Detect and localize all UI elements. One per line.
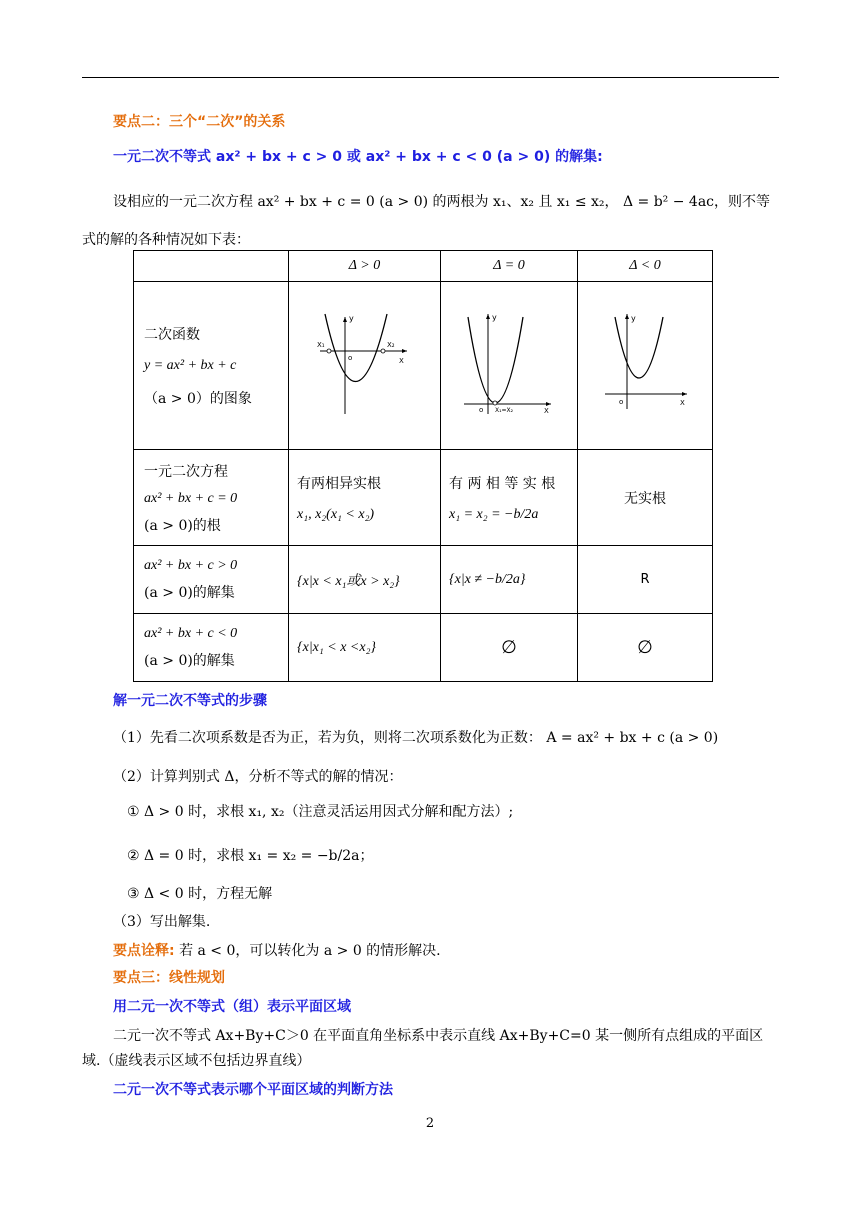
note-line (113, 940, 441, 960)
gt-solution-delta-negative: R (578, 546, 713, 614)
double-root-text: 有 两 相 等 实 根 (449, 475, 556, 492)
case-2: ② Δ = 0 时，求根 x₁ = x₂ = −b/2a； (127, 848, 374, 864)
lt-solution-delta-positive: {x|x₁ < x <x₂} (289, 614, 441, 682)
row-equation-label (134, 450, 289, 546)
lt-label-1: ax² + bx + c < 0 (144, 625, 238, 641)
heading-steps: 解一元二次不等式的步骤 (113, 693, 267, 709)
graph1-x2-label: X₂ (386, 340, 395, 349)
case-3: ③ Δ < 0 时，方程无解 (127, 886, 273, 902)
graph1-x-label: X (398, 356, 404, 365)
graph2-x1x2-label: X₁=X₂ (495, 406, 514, 414)
header-delta-positive: Δ > 0 (289, 251, 441, 282)
step-1: （1）先看二次项系数是否为正，若为负，则将二次项系数化为正数： A = ax² + bx + c (a > 0) (113, 730, 719, 746)
note-text: 若 a < 0，可以转化为 a > 0 的情形解决. (179, 943, 441, 959)
equation-label-1: 一元二次方程 (144, 463, 228, 480)
graph-label-1: 二次函数 (144, 326, 200, 343)
graph1-x1-label: X₁ (316, 340, 325, 349)
graph2-origin-label: o (479, 405, 484, 414)
table-corner-cell (134, 251, 289, 282)
two-distinct-roots-text: 有两相异实根 (297, 475, 381, 492)
lt-solution-delta-negative: ∅ (578, 614, 713, 682)
graph-label-2: y = ax² + bx + c (144, 357, 237, 373)
lt-label-2: (a > 0)的解集 (144, 652, 235, 669)
graph-delta-positive (289, 282, 441, 450)
intro-line-1: 设相应的一元二次方程 ax² + bx + c = 0 (a > 0) 的两根为 x₁、x₂ 且 x₁ ≤ x₂， Δ = b² − 4ac，则不等 (113, 194, 771, 210)
lt-solution-delta-zero: ∅ (441, 614, 578, 682)
heading-point2: 要点二：三个“二次”的关系 (113, 114, 286, 130)
heading-region: 用二元一次不等式（组）表示平面区域 (113, 999, 351, 1015)
header-delta-zero: Δ = 0 (441, 251, 578, 282)
graph2-x-label: X (544, 406, 549, 415)
case-1: ① Δ > 0 时，求根 x₁, x₂（注意灵活运用因式分解和配方法）; (127, 804, 514, 820)
graph1-origin-label: o (347, 353, 352, 362)
page-number: 2 (425, 1116, 435, 1131)
graph3-x-label: X (680, 398, 685, 407)
gt-label-2: (a > 0)的解集 (144, 584, 235, 601)
equation-delta-positive (289, 450, 441, 546)
equation-delta-negative: 无实根 (578, 450, 713, 546)
heading-solution-set: 一元二次不等式 ax² + bx + c > 0 或 ax² + bx + c < 0 (a > 0) 的解集: (113, 149, 603, 165)
region-line-2: 域.（虚线表示区域不包括边界直线） (82, 1053, 311, 1069)
parabola-double-root-graph (459, 309, 559, 419)
graph1-y-label: y (348, 313, 354, 323)
graph-label-3: （a > 0）的图象 (144, 390, 252, 407)
header-rule (82, 77, 779, 78)
row-graph-label (134, 282, 289, 450)
graph-delta-negative (578, 282, 713, 450)
row-lt-label (134, 614, 289, 682)
heading-judge: 二元一次不等式表示哪个平面区域的判断方法 (113, 1082, 393, 1098)
graph3-y-label: y (631, 313, 636, 323)
gt-label-1: ax² + bx + c > 0 (144, 557, 238, 573)
graph2-y-label: y (492, 312, 497, 322)
double-root-formula: x₁ = x₂ = −b/2a (449, 506, 539, 522)
comparison-table (133, 250, 713, 682)
parabola-no-roots-graph (595, 309, 695, 419)
intro-line-2: 式的解的各种情况如下表： (82, 232, 250, 248)
parabola-two-roots-graph (315, 309, 415, 419)
two-distinct-roots-formula: x₁, x₂(x₁ < x₂) (297, 506, 375, 522)
equation-label-2: ax² + bx + c = 0 (144, 490, 238, 506)
step-2: （2）计算判别式 Δ，分析不等式的解的情况： (113, 769, 403, 785)
graph3-origin-label: o (619, 397, 624, 406)
graph-delta-zero (441, 282, 578, 450)
step-3: （3）写出解集. (113, 914, 211, 930)
note-label: 要点诠释: (113, 943, 175, 959)
region-line-1: 二元一次不等式 Ax+By+C＞0 在平面直角坐标系中表示直线 Ax+By+C=0 某一侧所有点组成的平面区 (113, 1028, 764, 1044)
equation-delta-zero (441, 450, 578, 546)
equation-label-3: (a > 0)的根 (144, 517, 221, 534)
gt-solution-delta-zero: {x|x ≠ −b/2a} (441, 546, 578, 614)
row-gt-label (134, 546, 289, 614)
gt-solution-delta-positive: {x|x < x₁或x > x₂} (289, 546, 441, 614)
heading-point3: 要点三：线性规划 (113, 970, 225, 986)
header-delta-negative: Δ < 0 (578, 251, 713, 282)
